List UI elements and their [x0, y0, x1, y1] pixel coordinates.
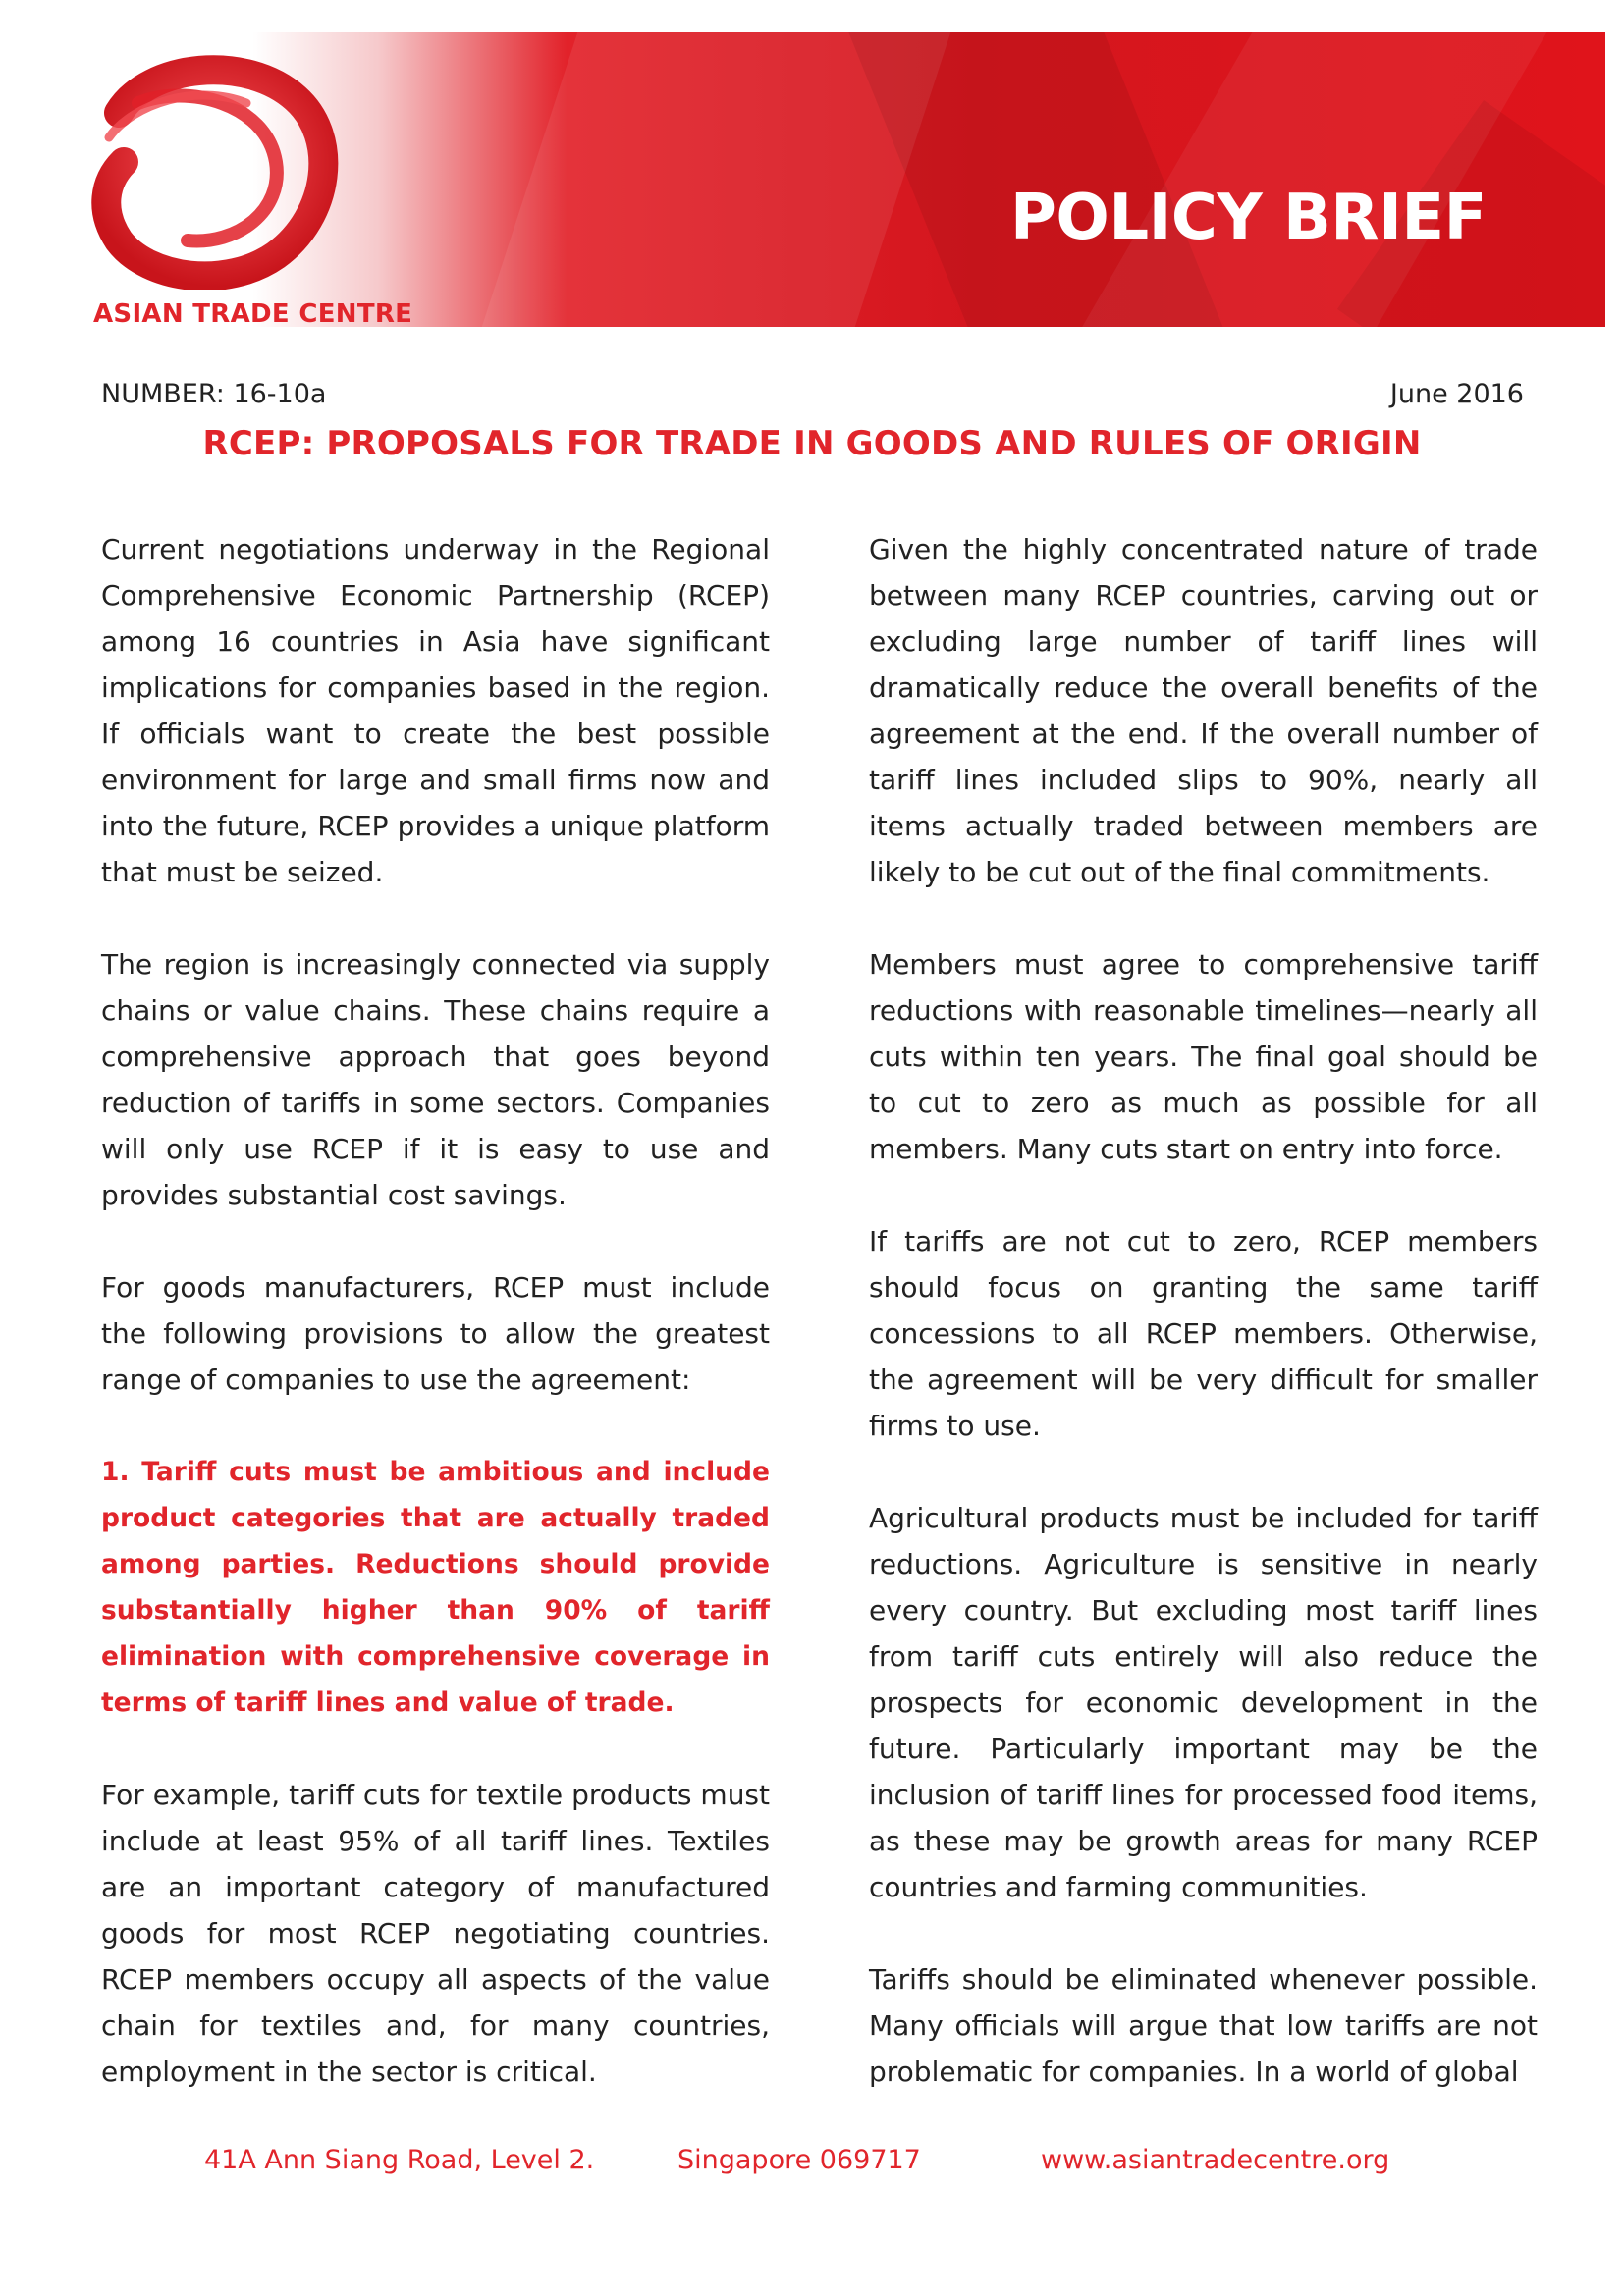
footer-website-link[interactable]: www.asiantradecentre.org [1041, 2145, 1390, 2175]
paragraph: Given the highly concentrated nature of trade between many RCEP countries, carving out or excluding large number of tariff lines will dramatically reduce the overall benefits of the agreement at the end. If the overall number of tariff lines included slips to 90%, nearly all items actually traded between members are likely to be cut out of the final commitments. [869, 533, 1538, 888]
paragraph: The region is increasingly connected via supply chains or value chains. These chains require a comprehensive approach that goes beyond reduction of tariffs in some sectors. Companies will only use RCEP if it is easy to use and provides substantial cost savings. [101, 948, 770, 1211]
paragraph: Tariffs should be eliminated whenever possible. Many officials will argue that low tariffs are not problematic for companies. In a world of global [869, 1963, 1538, 2088]
brief-number: NUMBER: 16-10a [101, 379, 327, 409]
highlighted-recommendation: 1. Tariff cuts must be ambitious and include product categories that are actually traded among parties. Reductions should provide substantially higher than 90% of tariff elimination with comprehensive coverage in terms of tariff lines and value of trade. [101, 1457, 770, 1718]
brief-date: June 2016 [1389, 379, 1524, 409]
footer-address: 41A Ann Siang Road, Level 2. [204, 2145, 595, 2175]
paragraph: Current negotiations underway in the Regional Comprehensive Economic Partnership (RCEP) among 16 countries in Asia have significant implications for companies based in the region. If officials want to create the best possible environment for large and small firms now and into the future, RCEP provides a unique platform that must be seized. [101, 533, 770, 888]
logo-swirl-icon [80, 44, 345, 290]
brief-title: POLICY BRIEF [1010, 182, 1487, 254]
left-column [101, 526, 770, 2141]
header-banner [32, 32, 1605, 327]
document-title: RCEP: PROPOSALS FOR TRADE IN GOODS AND RULES OF ORIGIN [202, 424, 1422, 463]
paragraph: Members must agree to comprehensive tariff reductions with reasonable timelines—nearly all cuts within ten years. The final goal should be to cut to zero as much as possible for all members. Many cuts start on entry into force. [869, 948, 1538, 1165]
footer [0, 2145, 1624, 2184]
right-column [869, 526, 1538, 2141]
paragraph: If tariffs are not cut to zero, RCEP members should focus on granting the same tariff concessions to all RCEP members. Otherwise, the agreement will be very difficult for smaller firms to use. [869, 1225, 1538, 1442]
paragraph: Agricultural products must be included for tariff reductions. Agriculture is sensitive in nearly every country. But excluding most tariff lines from tariff cuts entirely will also reduce the prospects for economic development in the future. Particularly important may be the inclusion of tariff lines for processed food items, as these may be growth areas for many RCEP countries and farming communities. [869, 1502, 1538, 1903]
paragraph: For example, tariff cuts for textile products must include at least 95% of all tariff lines. Textiles are an important category of manufactured goods for most RCEP negotiating countries. RCEP members occupy all aspects of the value chain for textiles and, for many countries, employment in the sector is critical. [101, 1779, 770, 2088]
org-name: ASIAN TRADE CENTRE [93, 299, 413, 327]
paragraph: For goods manufacturers, RCEP must include the following provisions to allow the greatest range of companies to use the agreement: [101, 1271, 770, 1396]
footer-city: Singapore 069717 [677, 2145, 921, 2175]
